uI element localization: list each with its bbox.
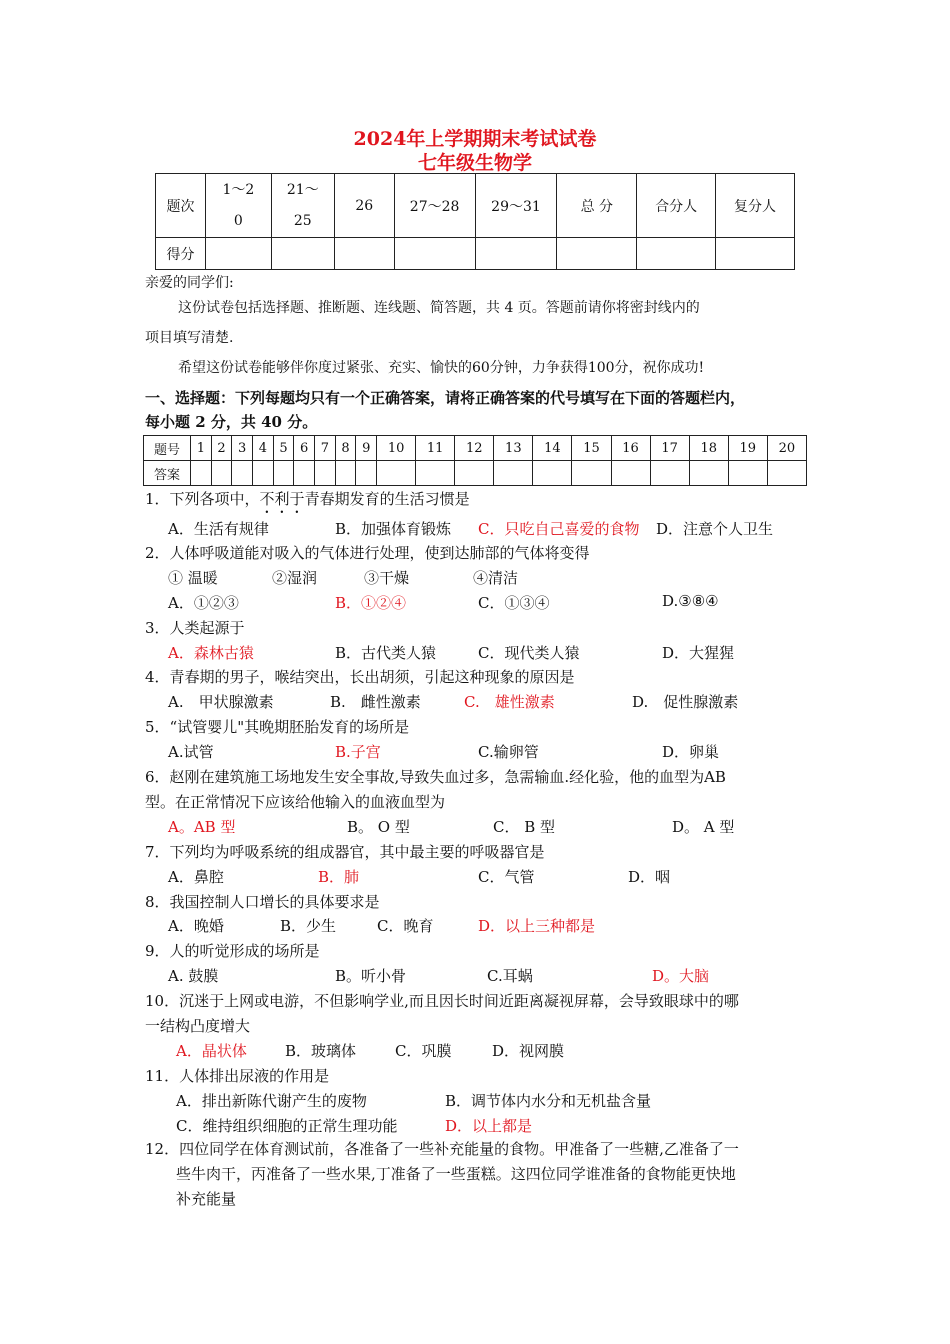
section-heading-line-2: 每小题 2 分，共 40 分。 bbox=[145, 413, 318, 431]
answer-number-cell: 6 bbox=[294, 436, 315, 461]
score-table-value-row bbox=[156, 238, 795, 270]
exam-subtitle: 七年级生物学 bbox=[417, 152, 532, 174]
intro-line-1: 这份试卷包括选择题、推断题、连线题、简答题，共 4 页。答题前请你将密封线内的 bbox=[178, 300, 700, 316]
answer-number-cell: 13 bbox=[494, 436, 533, 461]
answer-input-cell[interactable] bbox=[356, 461, 377, 486]
intro-line-3: 希望这份试卷能够伴你度过紧张、充实、愉快的60分钟，力争获得100分，祝你成功! bbox=[178, 360, 705, 376]
option-b[interactable]: B。 O 型 bbox=[347, 818, 410, 836]
answer-number-cell: 10 bbox=[377, 436, 416, 461]
option-b-correct[interactable]: B．①②④ bbox=[335, 594, 407, 612]
option-b-correct[interactable]: B.子宫 bbox=[335, 743, 381, 761]
option-d[interactable]: D．视网膜 bbox=[492, 1042, 565, 1060]
section-heading: 一、选择题：下列每题均只有一个正确答案，请将正确答案的代号填写在下面的答题栏内， bbox=[145, 389, 746, 407]
answer-number-cell: 5 bbox=[273, 436, 294, 461]
option-c-correct[interactable]: C．只吃自己喜爱的食物 bbox=[478, 520, 640, 538]
question-9-stem: 9．人的听觉形成的场所是 bbox=[145, 942, 320, 960]
answer-number-cell: 3 bbox=[232, 436, 253, 461]
answer-input-cell[interactable] bbox=[650, 461, 689, 486]
score-input-cell[interactable] bbox=[475, 238, 557, 270]
question-8-stem: 8．我国控制人口增长的具体要求是 bbox=[145, 893, 380, 911]
answer-label: 答案 bbox=[144, 461, 191, 486]
score-header-cell: 合分人 bbox=[637, 174, 716, 238]
answer-input-cell[interactable] bbox=[191, 461, 212, 486]
statement-item: ④清洁 bbox=[473, 569, 519, 587]
answer-input-cell[interactable] bbox=[611, 461, 650, 486]
question-10-stem-line-2: 一结构凸度增大 bbox=[145, 1017, 251, 1035]
answer-number-cell: 12 bbox=[455, 436, 494, 461]
answer-input-cell[interactable] bbox=[273, 461, 294, 486]
option-d[interactable]: D.③⑧④ bbox=[662, 592, 719, 610]
emphasis-text: 不利于 bbox=[259, 490, 305, 508]
option-b[interactable]: B．加强体育锻炼 bbox=[335, 520, 452, 538]
answer-number-cell: 14 bbox=[533, 436, 572, 461]
question-2-stem: 2．人体呼吸道能对吸入的气体进行处理，使到达肺部的气体将变得 bbox=[145, 544, 590, 562]
answer-number-cell: 19 bbox=[728, 436, 767, 461]
option-c-correct[interactable]: C. 雄性激素 bbox=[464, 693, 555, 711]
question-3-stem: 3．人类起源于 bbox=[145, 619, 245, 637]
option-b[interactable]: B．玻璃体 bbox=[285, 1042, 357, 1060]
answer-number-cell: 1 bbox=[191, 436, 212, 461]
question-12-stem: 12．四位同学在体育测试前，各准备了一些补充能量的食物。甲准备了一些糖,乙准备了一 bbox=[145, 1140, 739, 1158]
statement-item: ②湿润 bbox=[272, 569, 318, 587]
option-d-correct[interactable]: D．以上三种都是 bbox=[478, 917, 596, 935]
question-4-stem: 4．青春期的男子，喉结突出，长出胡须，引起这种现象的原因是 bbox=[145, 668, 575, 686]
answer-number-cell: 20 bbox=[767, 436, 806, 461]
option-a[interactable]: A．晚婚 bbox=[168, 917, 224, 935]
score-header-cell: 29～31 bbox=[475, 174, 557, 238]
answer-input-cell[interactable] bbox=[315, 461, 336, 486]
question-12-stem-line-2: 些牛肉干，丙准备了一些水果,丁准备了一些蛋糕。这四位同学谁准备的食物能更快地 bbox=[176, 1165, 736, 1183]
score-table bbox=[155, 173, 795, 270]
answer-number-cell: 18 bbox=[689, 436, 728, 461]
option-d[interactable]: D．注意个人卫生 bbox=[656, 520, 774, 538]
statement-item: ① 温暖 bbox=[168, 569, 218, 587]
answer-number-cell: 8 bbox=[335, 436, 356, 461]
option-a[interactable]: A.试管 bbox=[168, 743, 214, 761]
option-c[interactable]: C.耳蜗 bbox=[487, 967, 533, 985]
answer-table bbox=[143, 435, 807, 486]
score-header-cell: 总 分 bbox=[557, 174, 637, 238]
score-header-cell: 27～28 bbox=[394, 174, 475, 238]
answer-number-cell: 16 bbox=[611, 436, 650, 461]
answer-number-cell: 7 bbox=[315, 436, 336, 461]
question-11-stem: 11．人体排出尿液的作用是 bbox=[145, 1067, 330, 1085]
score-header-cell: 26 bbox=[334, 174, 394, 238]
option-b[interactable]: B。听小骨 bbox=[335, 967, 407, 985]
answer-input-cell[interactable] bbox=[572, 461, 611, 486]
answer-input-cell[interactable] bbox=[689, 461, 728, 486]
option-a[interactable]: A．排出新陈代谢产生的废物 bbox=[176, 1092, 367, 1110]
option-c[interactable]: C.输卵管 bbox=[478, 743, 539, 761]
score-input-cell[interactable] bbox=[637, 238, 716, 270]
option-a-correct[interactable]: A。AB 型 bbox=[168, 818, 236, 836]
answer-input-cell[interactable] bbox=[335, 461, 356, 486]
option-d[interactable]: D．咽 bbox=[628, 868, 671, 886]
question-1-stem: 1．下列各项中，不利于青春期发育的生活习惯是 bbox=[145, 490, 470, 508]
answer-input-cell[interactable] bbox=[416, 461, 455, 486]
option-d-correct[interactable]: D．以上都是 bbox=[445, 1117, 533, 1135]
score-table-header-row bbox=[156, 174, 795, 238]
question-6-stem-line-2: 型。在正常情况下应该给他输入的血液血型为 bbox=[145, 793, 446, 811]
exam-title: 2024年上学期期末考试试卷 bbox=[353, 128, 597, 150]
score-input-cell[interactable] bbox=[205, 238, 271, 270]
option-a[interactable]: A. 甲状腺激素 bbox=[168, 693, 274, 711]
answer-input-cell[interactable] bbox=[533, 461, 572, 486]
option-b[interactable]: B．古代类人猿 bbox=[335, 644, 437, 662]
answer-value-row bbox=[144, 461, 807, 486]
option-c[interactable]: C．巩膜 bbox=[395, 1042, 452, 1060]
option-c[interactable]: C． B 型 bbox=[493, 818, 556, 836]
option-c[interactable]: C．气管 bbox=[478, 868, 535, 886]
question-12-stem-line-3: 补充能量 bbox=[176, 1190, 237, 1208]
answer-number-label: 题号 bbox=[144, 436, 191, 461]
option-a-correct[interactable]: A．晶状体 bbox=[176, 1042, 247, 1060]
score-header-cell: 1～20 bbox=[205, 174, 271, 238]
option-d[interactable]: D．卵巢 bbox=[662, 743, 720, 761]
option-b[interactable]: B．调节体内水分和无机盐含量 bbox=[445, 1092, 652, 1110]
answer-input-cell[interactable] bbox=[232, 461, 253, 486]
option-a[interactable]: A．鼻腔 bbox=[168, 868, 224, 886]
answer-input-cell[interactable] bbox=[767, 461, 806, 486]
question-6-stem: 6．赵刚在建筑施工场地发生安全事故,导致失血过多，急需输血.经化验，他的血型为AB bbox=[145, 768, 726, 786]
question-10-stem: 10．沉迷于上网或电游，不但影响学业,而且因长时间近距离凝视屏幕，会导致眼球中的哪 bbox=[145, 992, 739, 1010]
score-input-cell[interactable] bbox=[271, 238, 334, 270]
answer-number-cell: 15 bbox=[572, 436, 611, 461]
answer-number-cell: 11 bbox=[416, 436, 455, 461]
option-c[interactable]: C．①③④ bbox=[478, 594, 550, 612]
option-a[interactable]: A．生活有规律 bbox=[168, 520, 269, 538]
question-5-stem: 5．“试管婴儿"其晚期胚胎发育的场所是 bbox=[145, 718, 410, 736]
answer-input-cell[interactable] bbox=[253, 461, 274, 486]
option-a-correct[interactable]: A．森林古猿 bbox=[168, 644, 254, 662]
answer-input-cell[interactable] bbox=[728, 461, 767, 486]
option-d[interactable]: D。 A 型 bbox=[672, 818, 735, 836]
score-header-cell: 21～25 bbox=[271, 174, 334, 238]
option-c[interactable]: C．晚育 bbox=[377, 917, 434, 935]
option-c[interactable]: C．现代类人猿 bbox=[478, 644, 580, 662]
option-a[interactable]: A. 鼓膜 bbox=[168, 967, 219, 985]
score-input-cell[interactable] bbox=[557, 238, 637, 270]
answer-number-cell: 2 bbox=[211, 436, 232, 461]
answer-number-cell: 17 bbox=[650, 436, 689, 461]
option-a[interactable]: A．①②③ bbox=[168, 594, 239, 612]
score-input-cell[interactable] bbox=[394, 238, 475, 270]
answer-input-cell[interactable] bbox=[377, 461, 416, 486]
answer-input-cell[interactable] bbox=[455, 461, 494, 486]
answer-input-cell[interactable] bbox=[494, 461, 533, 486]
option-d[interactable]: D．大猩猩 bbox=[662, 644, 735, 662]
answer-input-cell[interactable] bbox=[294, 461, 315, 486]
option-b-correct[interactable]: B．肺 bbox=[318, 868, 360, 886]
score-row-label: 得分 bbox=[156, 238, 206, 270]
option-c[interactable]: C．维持组织细胞的正常生理功能 bbox=[176, 1117, 398, 1135]
answer-number-cell: 9 bbox=[356, 436, 377, 461]
score-input-cell[interactable] bbox=[334, 238, 394, 270]
score-header-cell: 题次 bbox=[156, 174, 206, 238]
option-b[interactable]: B. 雌性激素 bbox=[330, 693, 421, 711]
score-header-cell: 复分人 bbox=[716, 174, 795, 238]
score-input-cell[interactable] bbox=[716, 238, 795, 270]
statement-item: ③干燥 bbox=[364, 569, 410, 587]
answer-input-cell[interactable] bbox=[211, 461, 232, 486]
question-7-stem: 7．下列均为呼吸系统的组成器官，其中最主要的呼吸器官是 bbox=[145, 843, 545, 861]
intro-greeting: 亲爱的同学们: bbox=[145, 275, 234, 291]
answer-number-row bbox=[144, 436, 807, 461]
intro-line-2: 项目填写清楚. bbox=[145, 330, 234, 346]
option-d[interactable]: D. 促性腺激素 bbox=[632, 693, 739, 711]
option-d-correct[interactable]: D。大脑 bbox=[652, 967, 710, 985]
answer-number-cell: 4 bbox=[253, 436, 274, 461]
option-b[interactable]: B．少生 bbox=[280, 917, 337, 935]
